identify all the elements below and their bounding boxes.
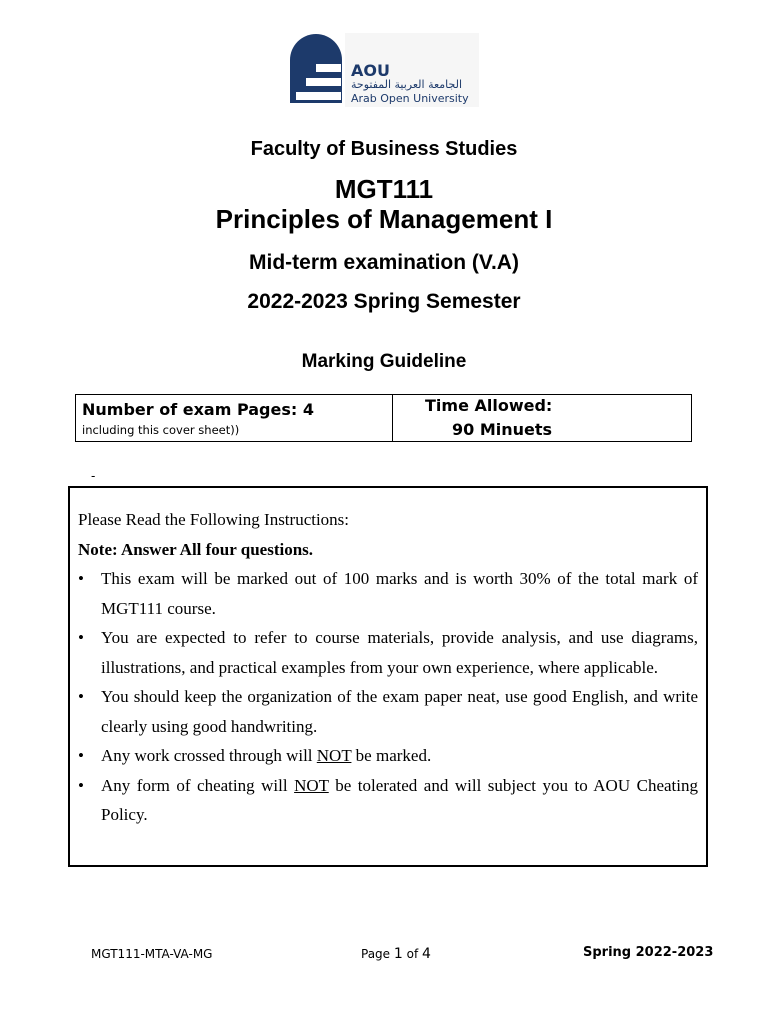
faculty-name: Faculty of Business Studies — [250, 138, 518, 160]
instruction-emphasis: NOT — [294, 775, 329, 795]
course-code: MGT111 — [334, 174, 434, 204]
footer-semester: Spring 2022-2023 — [583, 945, 714, 960]
table-divider — [392, 394, 393, 442]
bullet-icon: • — [78, 775, 84, 795]
instructions-heading: Please Read the Following Instructions: — [78, 510, 350, 529]
instructions-note: Note: Answer All four questions. — [78, 539, 314, 559]
page-word: Page — [361, 947, 394, 961]
course-title: Principles of Management I — [215, 204, 553, 234]
logo-english-name: Arab Open University — [351, 92, 469, 105]
bullet-icon: • — [78, 746, 84, 765]
instruction-text: This exam will be marked out of 100 marks and is worth 30% of the total mark of MGT111 course. — [101, 569, 698, 618]
instruction-text-part: Any form of cheating will — [101, 775, 295, 795]
instruction-text: You are expected to refer to course materials, provide analysis, and use diagrams, illustrations, and practical examples from your own experience, where applicable. — [101, 628, 698, 677]
instructions-content — [78, 505, 698, 830]
page-of: of — [402, 947, 422, 961]
time-allowed-label: Time Allowed: — [425, 396, 553, 415]
stray-dash: - — [91, 468, 96, 483]
document-type: Marking Guideline — [301, 351, 467, 372]
bullet-icon: • — [78, 569, 84, 588]
instruction-text: You should keep the organization of the exam paper neat, use good English, and write clearly using good handwriting. — [101, 687, 698, 736]
time-allowed-value: 90 Minuets — [452, 420, 553, 439]
semester-title: 2022-2023 Spring Semester — [247, 290, 521, 313]
exam-title: Mid-term examination (V.A) — [249, 251, 519, 274]
instruction-item — [78, 564, 698, 623]
footer-doc-id: MGT111-MTA-VA-MG — [91, 947, 213, 961]
footer-page-number — [361, 946, 431, 962]
logo-arabic-name: الجامعة العربية المفتوحة — [351, 78, 463, 91]
exam-pages-note: including this cover sheet)) — [82, 423, 240, 437]
logo-abbr: AOU — [351, 61, 390, 80]
instruction-text — [101, 746, 431, 765]
exam-pages-label: Number of exam Pages: 4 — [82, 400, 314, 419]
bullet-icon: • — [78, 687, 84, 706]
page-total: 4 — [422, 946, 431, 962]
instructions-list — [78, 564, 698, 830]
instruction-item — [78, 623, 698, 682]
instruction-item — [78, 741, 698, 771]
instruction-text-part: be marked. — [351, 746, 432, 765]
instruction-emphasis: NOT — [316, 746, 352, 765]
instruction-text-part: Any work crossed through will — [101, 746, 317, 765]
page-current: 1 — [393, 946, 403, 962]
bullet-icon: • — [78, 628, 84, 647]
instruction-item — [78, 682, 698, 741]
instruction-item — [78, 771, 698, 830]
instruction-text — [101, 776, 698, 825]
instruction-text-part: be tolerated and will subject you to AOU Cheating Policy. — [101, 775, 699, 824]
